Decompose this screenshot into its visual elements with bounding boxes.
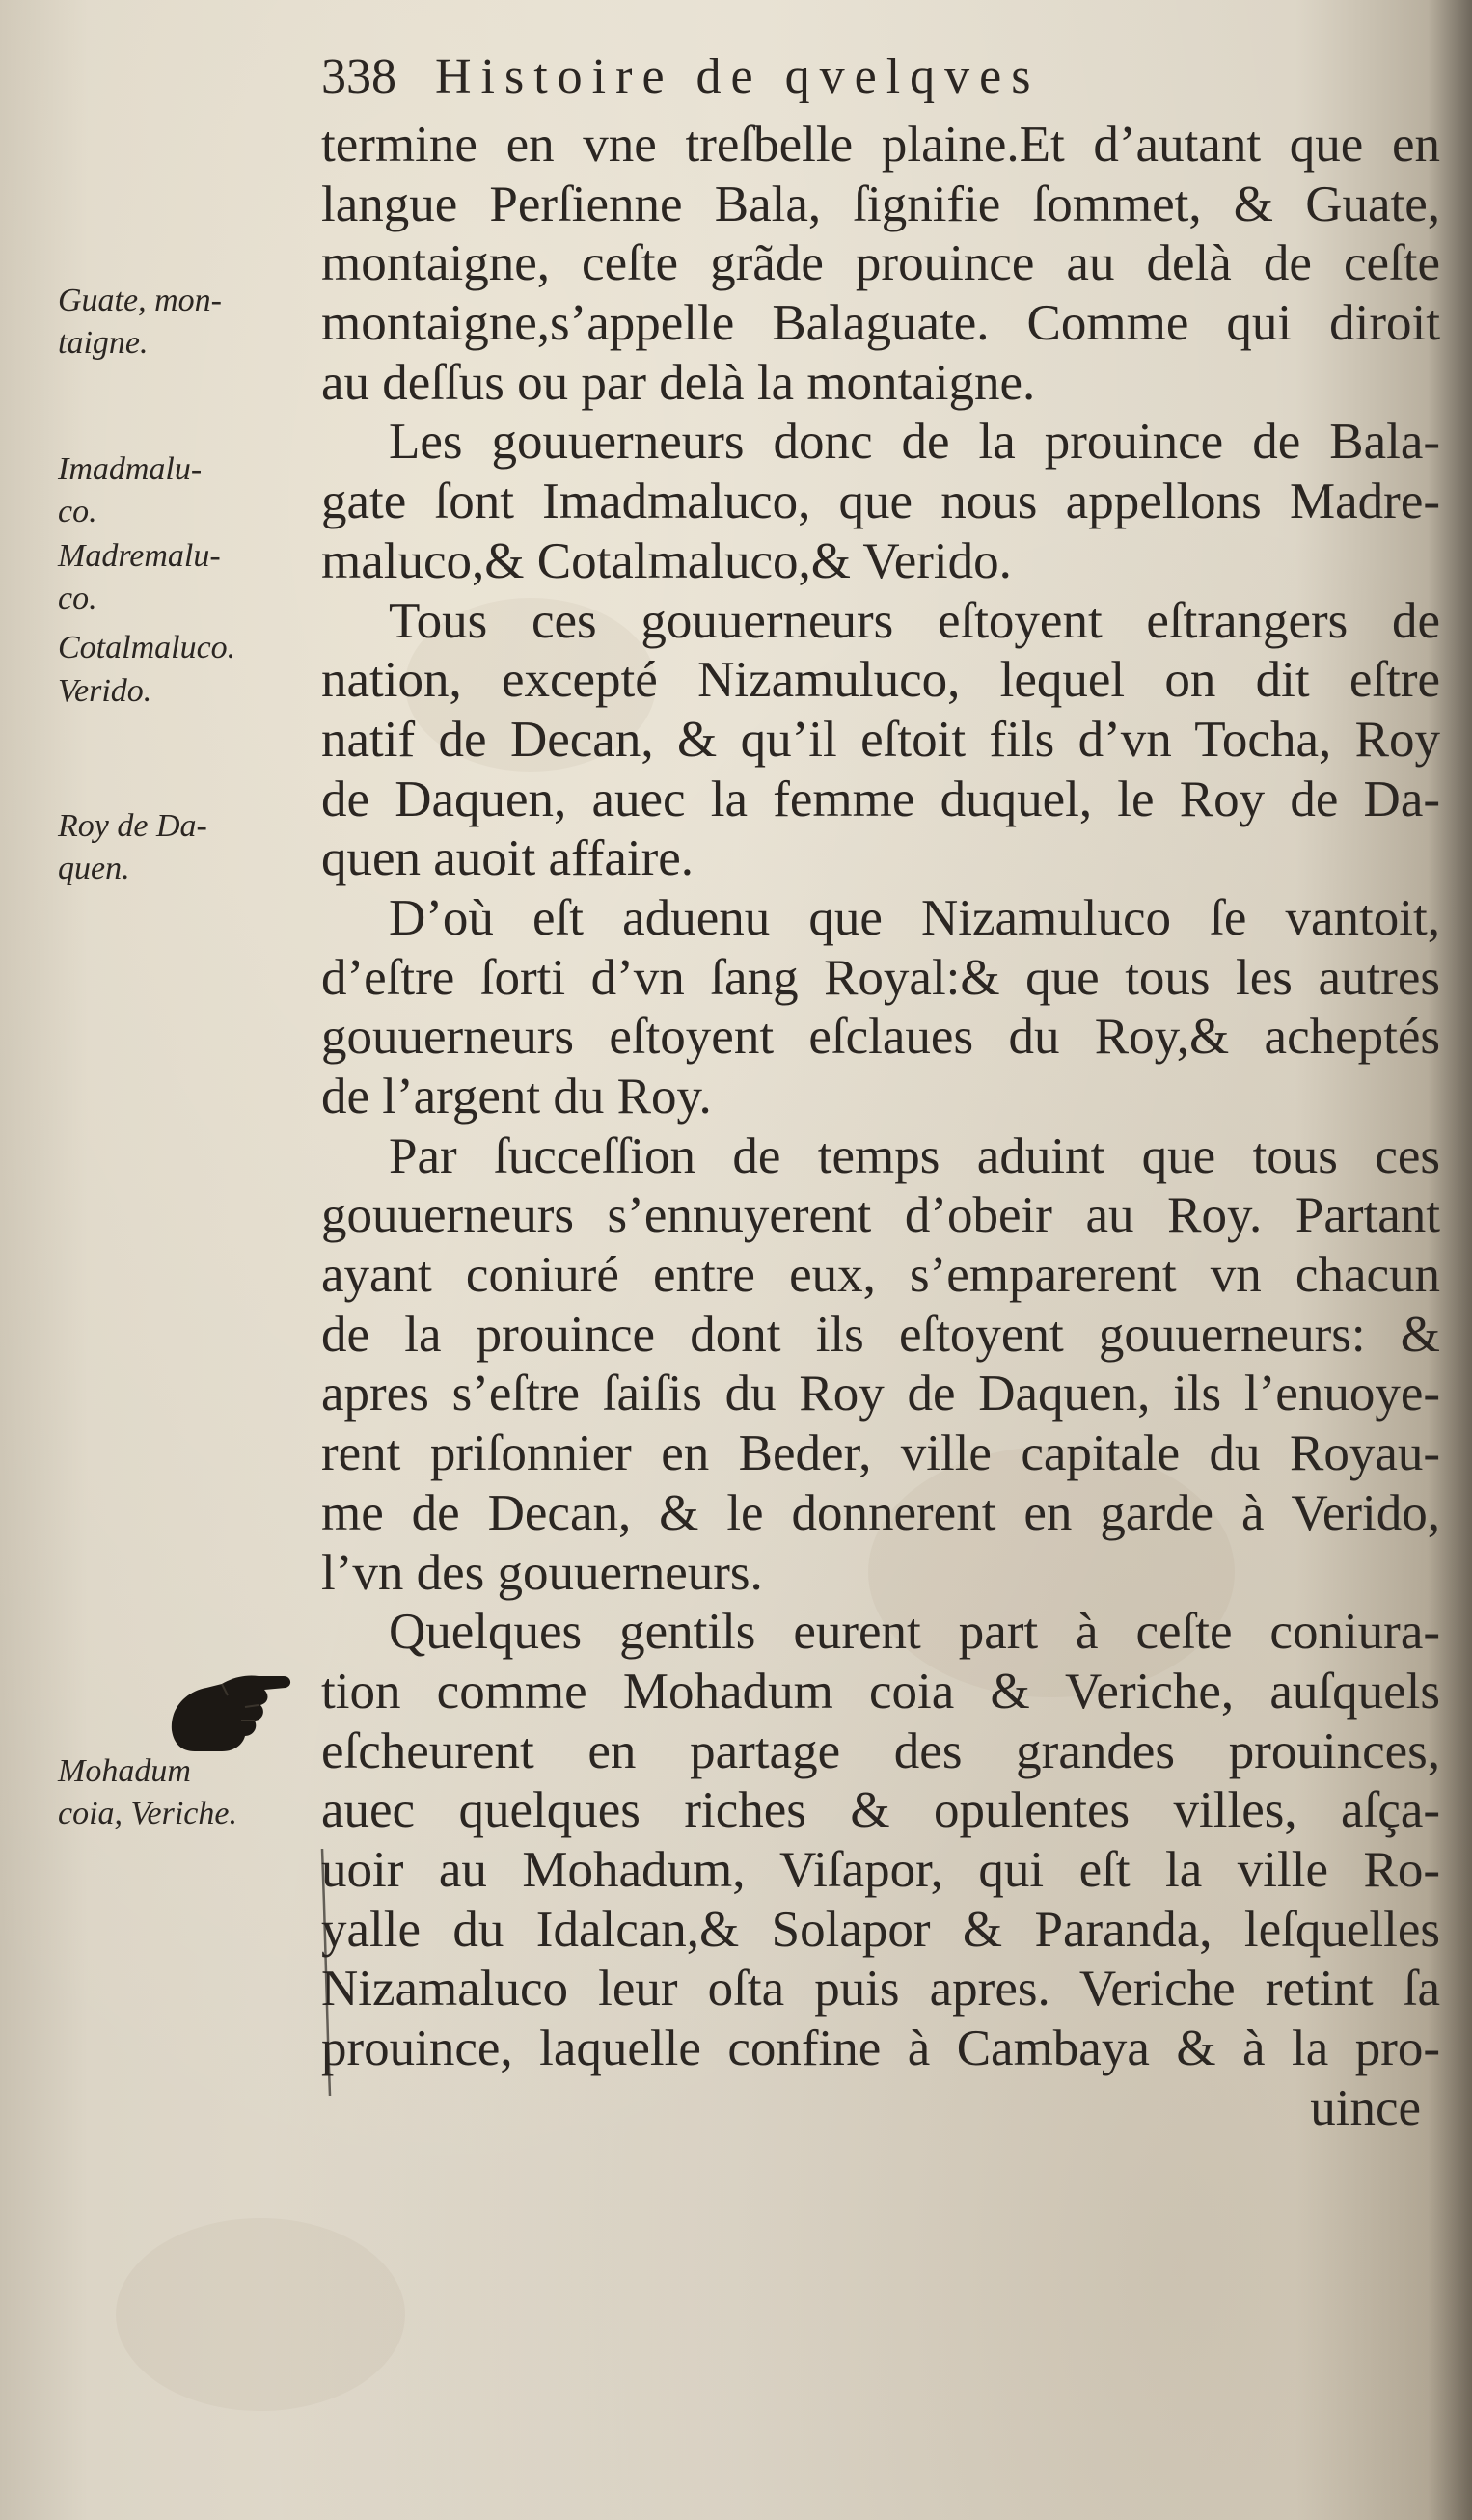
text-line: auec quelques riches & opulentes villes, aſça- xyxy=(321,1782,1440,1839)
text-line: Nizamaluco leur oſta puis apres. Veriche retint ſa xyxy=(321,1961,1440,2018)
text-line: Par ſucceſſion de temps aduint que tous ces xyxy=(389,1127,1440,1184)
text-line: de la prouince dont ils eſtoyent gouuerneurs: & xyxy=(321,1306,1440,1363)
text-line: Quelques gentils eurent part à ceſte coniura- xyxy=(389,1604,1440,1661)
margin-note xyxy=(58,627,318,669)
text-line: D’où eſt aduenu que Nizamuluco ſe vantoit, xyxy=(389,889,1440,946)
text-line: nation, excepté Nizamuluco, lequel on dit eſtre xyxy=(321,652,1440,709)
margin-note xyxy=(58,805,318,890)
margin-note-line: Imadmalu- xyxy=(58,451,203,487)
margin-note-line: Verido. xyxy=(58,673,152,709)
margin-note-line: taigne. xyxy=(58,325,149,361)
text-line: gouuerneurs s’ennuyerent d’obeir au Roy. Partant xyxy=(321,1187,1440,1244)
body-text xyxy=(321,116,1440,2138)
text-line: d’eſtre ſorti d’vn ſang Royal:& que tous les autres xyxy=(321,949,1440,1006)
text-line: yalle du Idalcan,& Solapor & Paranda, leſquelles xyxy=(321,1901,1440,1958)
margin-note xyxy=(58,670,318,713)
text-line: montaigne,s’appelle Balaguate. Comme qui diroit xyxy=(321,295,1440,352)
page-number: 338 xyxy=(321,49,396,104)
text-line: quen auoit affaire. xyxy=(321,830,695,887)
text-line: natif de Decan, & qu’il eſtoit fils d’vn Tocha, Roy xyxy=(321,711,1440,768)
text-line: Tous ces gouuerneurs eſtoyent eſtrangers de xyxy=(389,592,1440,649)
text-line: Les gouuerneurs donc de la prouince de Bala- xyxy=(389,414,1440,471)
margin-note xyxy=(58,535,318,620)
text-line: gate ſont Imadmaluco, que nous appellons Madre- xyxy=(321,474,1440,530)
text-line: langue Perſienne Bala, ſignifie ſommet, & Guate, xyxy=(321,176,1440,232)
margin-note-line: Mohadum xyxy=(58,1753,191,1789)
margin-note-line: co. xyxy=(58,581,97,616)
text-line: ayant coniuré entre eux, s’emparerent vn chacun xyxy=(321,1247,1440,1304)
text-line: au deſſus ou par delà la montaigne. xyxy=(321,354,1036,411)
text-line: termine en vne treſbelle plaine.Et d’autant que en xyxy=(321,117,1440,173)
running-header xyxy=(321,39,1363,116)
margin-note-line: Roy de Da- xyxy=(58,808,207,844)
text-line: montaigne, ceſte grãde prouince au delà de ceſte xyxy=(321,235,1440,292)
margin-note-line: coia, Veriche. xyxy=(58,1796,237,1831)
text-line: maluco,& Cotalmaluco,& Verido. xyxy=(321,532,1012,589)
margin-note xyxy=(58,280,318,365)
text-line: rent priſonnier en Beder, ville capitale du Royau- xyxy=(321,1425,1440,1482)
text-line: de l’argent du Roy. xyxy=(321,1069,712,1125)
margin-note-line: co. xyxy=(58,494,97,529)
margin-note-line: quen. xyxy=(58,851,130,886)
text-line: me de Decan, & le donnerent en garde à Verido, xyxy=(321,1484,1440,1541)
margin-note-line: Cotalmaluco. xyxy=(58,630,236,665)
margin-note-line: Guate, mon- xyxy=(58,283,222,318)
text-line: apres s’eſtre ſaiſis du Roy de Daquen, ils l’enuoye- xyxy=(321,1366,1440,1423)
text-line: l’vn des gouuerneurs. xyxy=(321,1544,763,1601)
text-line: tion comme Mohadum coia & Veriche, auſquels xyxy=(321,1663,1440,1720)
text-line: uoir au Mohadum, Viſapor, qui eſt la ville Ro- xyxy=(321,1841,1440,1898)
text-line: de Daquen, auec la femme duquel, le Roy de Da- xyxy=(321,771,1440,827)
text-line: gouuerneurs eſtoyent eſclaues du Roy,& acheptés xyxy=(321,1009,1440,1066)
text-line: eſcheurent en partage des grandes prouinces, xyxy=(321,1722,1440,1779)
margin-note xyxy=(58,1750,318,1835)
text-line: prouince, laquelle confine à Cambaya & à la pro- xyxy=(321,2020,1440,2076)
margin-note-line: Madremalu- xyxy=(58,538,221,574)
paper-stain xyxy=(116,2218,405,2411)
running-head-title: Histoire de qvelqves xyxy=(435,49,1041,104)
pointing-hand-icon xyxy=(164,1670,299,1757)
catchword: uince xyxy=(1310,2079,1421,2136)
margin-note xyxy=(58,448,318,533)
